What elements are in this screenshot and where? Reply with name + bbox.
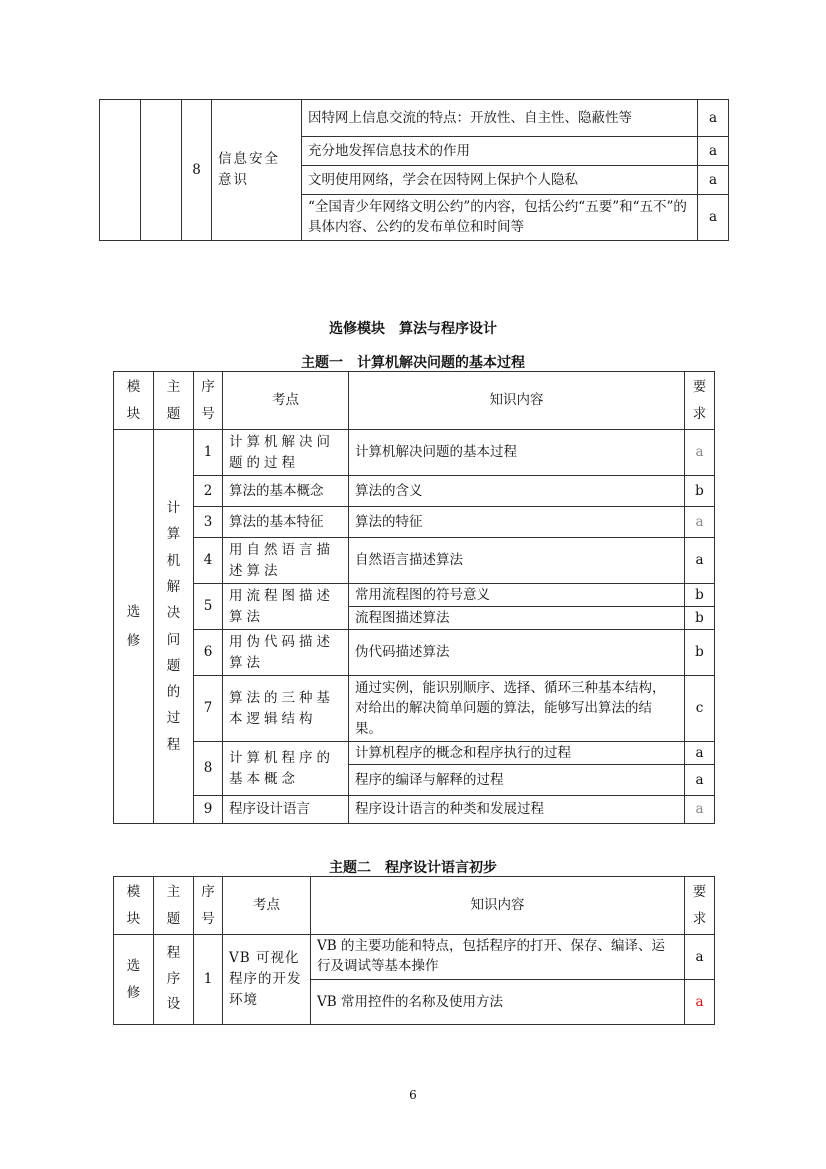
knowledge-content: VB 的主要功能和特点，包括程序的打开、保存、编译、运行及调试等基本操作 bbox=[311, 935, 685, 980]
knowledge-content: 伪代码描述算法 bbox=[349, 630, 685, 676]
exam-point: 算法的基本概念 bbox=[223, 476, 349, 507]
row-number: 1 bbox=[194, 935, 223, 1025]
exam-point: 用自然语言描述算法 bbox=[223, 538, 349, 584]
header-req bbox=[685, 372, 715, 430]
exam-point: VB 可视化程序的开发环境 bbox=[223, 935, 311, 1025]
row-number: 9 bbox=[194, 796, 223, 824]
requirement: a bbox=[698, 137, 729, 166]
header-content: 知识内容 bbox=[349, 372, 685, 430]
exam-point: 算法的三种基本逻辑结构 bbox=[223, 676, 349, 742]
knowledge-content: 流程图描述算法 bbox=[349, 607, 685, 630]
header-theme-label: 主题 bbox=[166, 883, 181, 927]
knowledge-content: 自然语言描述算法 bbox=[349, 538, 685, 584]
theme-name bbox=[154, 430, 194, 824]
header-module bbox=[114, 877, 154, 935]
topic1-title: 主题一 计算机解决问题的基本过程 bbox=[301, 355, 525, 371]
requirement: a bbox=[685, 980, 715, 1025]
knowledge-content: 算法的含义 bbox=[349, 476, 685, 507]
knowledge-content: 常用流程图的符号意义 bbox=[349, 584, 685, 607]
requirement: c bbox=[685, 676, 715, 742]
row-number: 6 bbox=[194, 630, 223, 676]
header-module-label: 模块 bbox=[126, 883, 141, 927]
row-number: 1 bbox=[194, 430, 223, 476]
knowledge-content: “全国青少年网络文明公约”的内容，包括公约“五要”和“五不”的具体内容、公约的发布单位和时间等 bbox=[302, 195, 698, 241]
exam-point: 程序设计语言 bbox=[223, 796, 349, 824]
theme-cell bbox=[141, 100, 182, 241]
requirement: a bbox=[685, 507, 715, 538]
knowledge-content: 通过实例，能识别顺序、选择、循环三种基本结构，对给出的解决简单问题的算法，能够写出算法的结果。 bbox=[349, 676, 685, 742]
requirement: a bbox=[685, 430, 715, 476]
header-point: 考点 bbox=[223, 877, 311, 935]
header-theme-label: 主题 bbox=[166, 378, 181, 422]
knowledge-content: 充分地发挥信息技术的作用 bbox=[302, 137, 698, 166]
requirement: a bbox=[685, 742, 715, 765]
module-name-text: 选修 bbox=[126, 957, 141, 1001]
exam-point: 信息安全意识 bbox=[212, 100, 302, 241]
knowledge-content: 算法的特征 bbox=[349, 507, 685, 538]
row-number: 4 bbox=[194, 538, 223, 584]
module-name bbox=[114, 935, 154, 1025]
header-theme bbox=[154, 877, 194, 935]
header-req-label: 要求 bbox=[692, 378, 707, 422]
knowledge-content: 文明使用网络，学会在因特网上保护个人隐私 bbox=[302, 166, 698, 195]
requirement: a bbox=[698, 100, 729, 137]
knowledge-content: 因特网上信息交流的特点：开放性、自主性、隐蔽性等 bbox=[302, 100, 698, 137]
row-number: 5 bbox=[194, 584, 223, 630]
header-module bbox=[114, 372, 154, 430]
row-number: 8 bbox=[194, 742, 223, 796]
row-number: 3 bbox=[194, 507, 223, 538]
header-req bbox=[685, 877, 715, 935]
knowledge-content: 计算机程序的概念和程序执行的过程 bbox=[349, 742, 685, 765]
requirement: b bbox=[685, 476, 715, 507]
header-req-label: 要求 bbox=[692, 883, 707, 927]
theme-name-text: 计算机解决问题的过程 bbox=[166, 499, 181, 753]
requirement: a bbox=[698, 166, 729, 195]
exam-point: 计算机程序的基本概念 bbox=[223, 742, 349, 796]
topic2-title: 主题二 程序设计语言初步 bbox=[329, 860, 497, 876]
theme-name bbox=[154, 935, 194, 1025]
header-theme bbox=[154, 372, 194, 430]
topic1-table bbox=[113, 371, 715, 824]
exam-point: 算法的基本特征 bbox=[223, 507, 349, 538]
knowledge-content: VB 常用控件的名称及使用方法 bbox=[311, 980, 685, 1025]
header-no-label: 序号 bbox=[201, 378, 215, 422]
header-no bbox=[194, 372, 223, 430]
page-number: 6 bbox=[409, 1088, 417, 1102]
requirement: a bbox=[685, 935, 715, 980]
requirement: a bbox=[685, 538, 715, 584]
knowledge-content: 计算机解决问题的基本过程 bbox=[349, 430, 685, 476]
exam-point: 用伪代码描述算法 bbox=[223, 630, 349, 676]
module-cell bbox=[100, 100, 141, 241]
module-title: 选修模块 算法与程序设计 bbox=[329, 321, 497, 337]
row-number: 7 bbox=[194, 676, 223, 742]
header-point: 考点 bbox=[223, 372, 349, 430]
module-name-text: 选修 bbox=[126, 604, 141, 649]
exam-point: 计算机解决问题的过程 bbox=[223, 430, 349, 476]
requirement: b bbox=[685, 607, 715, 630]
topic2-table bbox=[113, 876, 715, 1025]
header-content: 知识内容 bbox=[311, 877, 685, 935]
header-module-label: 模块 bbox=[126, 378, 141, 422]
top-table bbox=[99, 99, 729, 241]
module-name bbox=[114, 430, 154, 824]
requirement: b bbox=[685, 584, 715, 607]
requirement: a bbox=[698, 195, 729, 241]
knowledge-content: 程序设计语言的种类和发展过程 bbox=[349, 796, 685, 824]
header-no bbox=[194, 877, 223, 935]
exam-point: 用流程图描述算法 bbox=[223, 584, 349, 630]
row-number: 2 bbox=[194, 476, 223, 507]
row-number: 8 bbox=[182, 100, 212, 241]
knowledge-content: 程序的编译与解释的过程 bbox=[349, 765, 685, 796]
requirement: b bbox=[685, 630, 715, 676]
header-no-label: 序号 bbox=[201, 883, 215, 927]
requirement: a bbox=[685, 765, 715, 796]
requirement: a bbox=[685, 796, 715, 824]
theme-name-text: 程序设 bbox=[166, 945, 181, 1013]
